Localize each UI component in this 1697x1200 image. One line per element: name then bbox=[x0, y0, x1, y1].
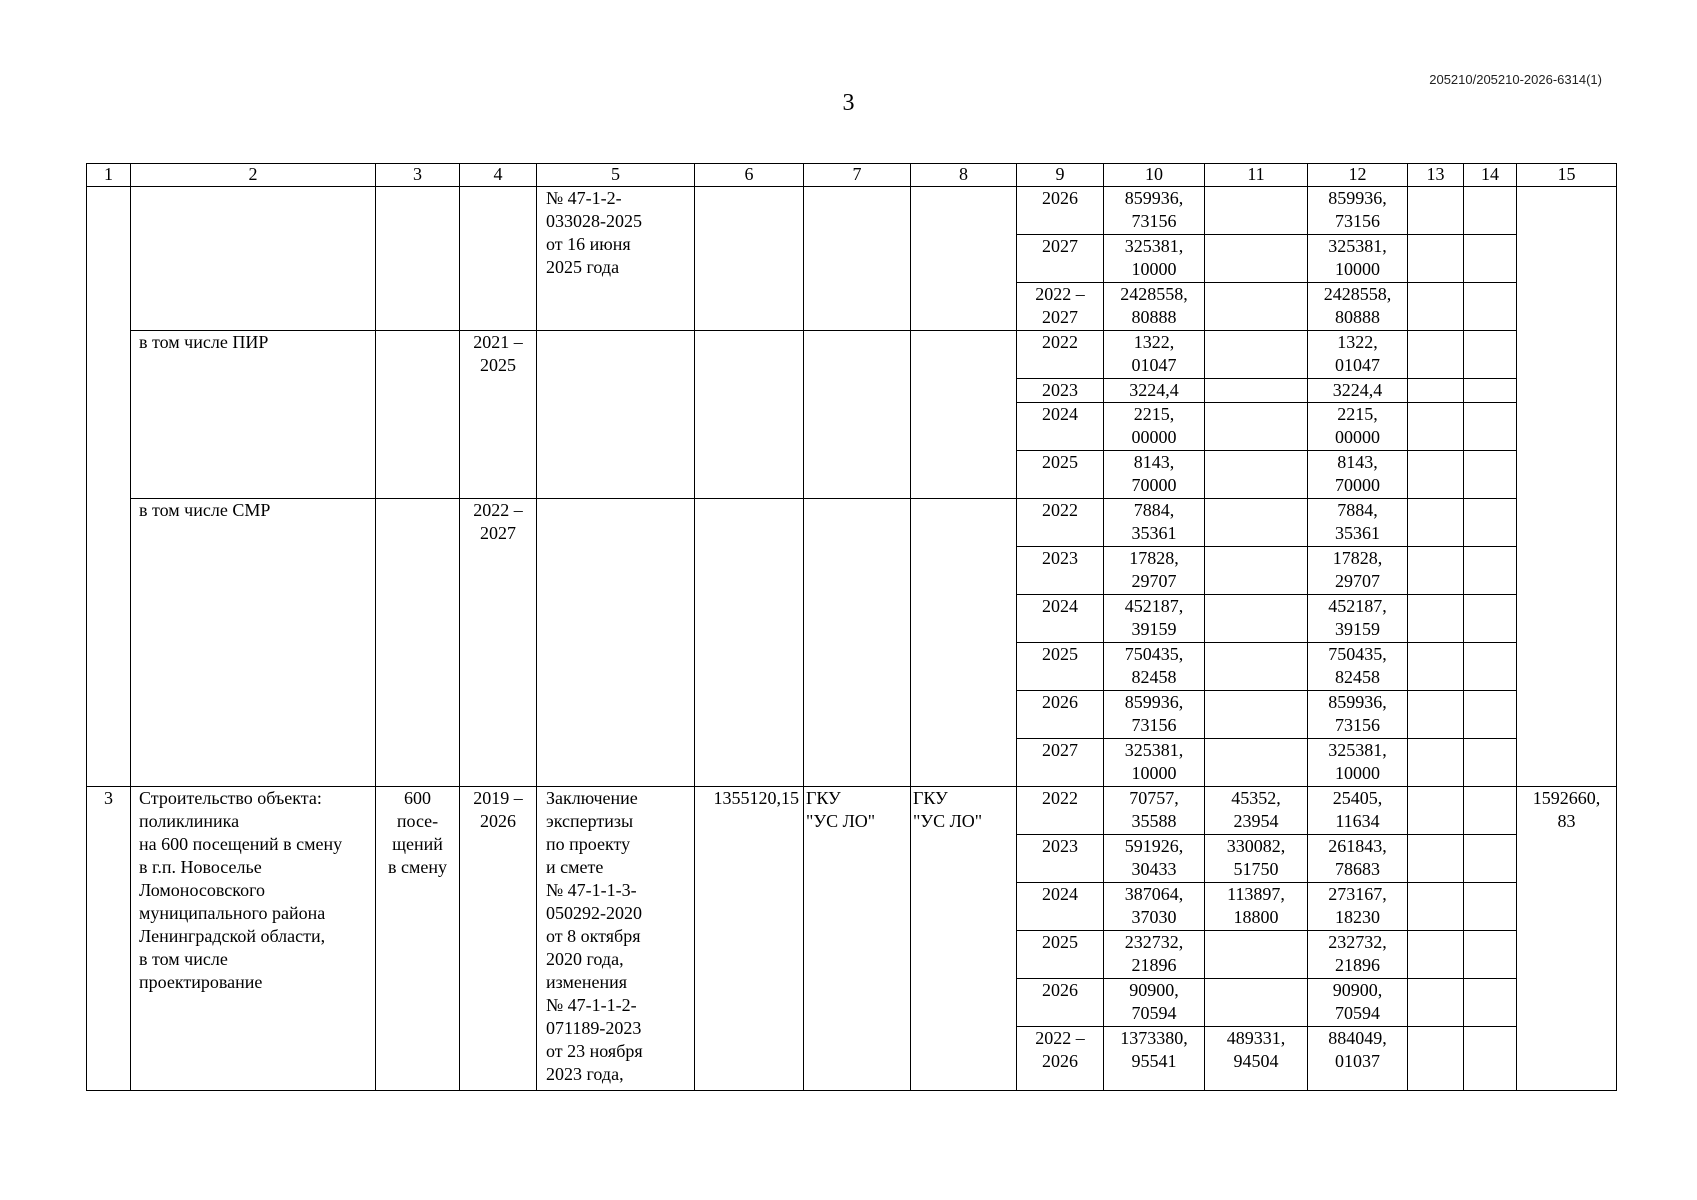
value-cell bbox=[1408, 499, 1464, 547]
value-cell: 591926, 30433 bbox=[1104, 835, 1205, 883]
value-cell: 70757, 35588 bbox=[1104, 787, 1205, 835]
row-number-cell bbox=[87, 187, 131, 787]
value-cell: 17828, 29707 bbox=[1308, 547, 1408, 595]
header-cell: 4 bbox=[460, 164, 537, 187]
page-number: 3 bbox=[842, 90, 855, 116]
year-cell: 2026 bbox=[1017, 187, 1104, 235]
value-cell bbox=[1205, 979, 1308, 1027]
value-cell: 325381, 10000 bbox=[1308, 739, 1408, 787]
object-capacity: 600 посе- щений в смену bbox=[376, 787, 460, 1091]
value-cell bbox=[1464, 283, 1517, 331]
value-cell bbox=[1205, 931, 1308, 979]
value-cell bbox=[1464, 787, 1517, 835]
value-cell: 45352, 23954 bbox=[1205, 787, 1308, 835]
table-header-row bbox=[87, 164, 1617, 187]
value-cell: 2215, 00000 bbox=[1308, 403, 1408, 451]
object-customer: ГКУ "УС ЛО" bbox=[804, 787, 911, 1091]
year-cell: 2026 bbox=[1017, 979, 1104, 1027]
smr-period: 2022 – 2027 bbox=[460, 499, 537, 787]
value-cell: 1322, 01047 bbox=[1308, 331, 1408, 379]
value-cell: 3224,4 bbox=[1104, 379, 1205, 403]
value-cell: 17828, 29707 bbox=[1104, 547, 1205, 595]
value-cell: 387064, 37030 bbox=[1104, 883, 1205, 931]
object-developer: ГКУ "УС ЛО" bbox=[911, 787, 1017, 1091]
value-cell bbox=[1408, 835, 1464, 883]
pir-label: в том числе ПИР bbox=[131, 331, 376, 499]
value-cell bbox=[1205, 739, 1308, 787]
capacity-cell bbox=[376, 187, 460, 331]
object-cost: 1355120,15 bbox=[695, 787, 804, 1091]
value-cell bbox=[1464, 835, 1517, 883]
value-cell bbox=[1205, 451, 1308, 499]
value-cell bbox=[1464, 187, 1517, 235]
value-cell: 325381, 10000 bbox=[1308, 235, 1408, 283]
value-cell bbox=[1408, 331, 1464, 379]
value-cell: 232732, 21896 bbox=[1104, 931, 1205, 979]
table-row bbox=[87, 187, 1617, 235]
header-cell: 5 bbox=[537, 164, 695, 187]
value-cell bbox=[1464, 403, 1517, 451]
value-cell bbox=[1464, 595, 1517, 643]
value-cell bbox=[1464, 331, 1517, 379]
year-cell: 2026 bbox=[1017, 691, 1104, 739]
value-cell bbox=[1205, 691, 1308, 739]
header-cell: 14 bbox=[1464, 164, 1517, 187]
header-cell: 1 bbox=[87, 164, 131, 187]
value-cell bbox=[1205, 331, 1308, 379]
value-cell bbox=[1408, 451, 1464, 499]
value-cell bbox=[1464, 235, 1517, 283]
value-cell: 232732, 21896 bbox=[1308, 931, 1408, 979]
value-cell: 90900, 70594 bbox=[1308, 979, 1408, 1027]
value-cell: 7884, 35361 bbox=[1104, 499, 1205, 547]
value-cell bbox=[1464, 883, 1517, 931]
value-cell bbox=[1205, 403, 1308, 451]
value-cell bbox=[1464, 1027, 1517, 1091]
year-cell: 2024 bbox=[1017, 883, 1104, 931]
header-cell: 7 bbox=[804, 164, 911, 187]
expertise-cell bbox=[537, 499, 695, 787]
value-cell bbox=[1464, 643, 1517, 691]
value-cell: 452187, 39159 bbox=[1308, 595, 1408, 643]
customer-cell bbox=[804, 499, 911, 787]
capacity-cell bbox=[376, 331, 460, 499]
value-cell bbox=[1408, 379, 1464, 403]
value-cell: 7884, 35361 bbox=[1308, 499, 1408, 547]
year-cell: 2027 bbox=[1017, 739, 1104, 787]
value-cell bbox=[1205, 283, 1308, 331]
period-cell bbox=[460, 187, 537, 331]
expertise-cell: № 47-1-2- 033028-2025 от 16 июня 2025 года bbox=[537, 187, 695, 331]
header-cell: 9 bbox=[1017, 164, 1104, 187]
value-cell: 330082, 51750 bbox=[1205, 835, 1308, 883]
value-cell bbox=[1408, 595, 1464, 643]
year-cell: 2024 bbox=[1017, 403, 1104, 451]
value-cell bbox=[1408, 1027, 1464, 1091]
row-number: 3 bbox=[87, 787, 131, 1091]
header-cell: 11 bbox=[1205, 164, 1308, 187]
value-cell: 325381, 10000 bbox=[1104, 235, 1205, 283]
document-id: 205210/205210-2026-6314(1) bbox=[1429, 72, 1602, 87]
header-cell: 13 bbox=[1408, 164, 1464, 187]
header-cell: 8 bbox=[911, 164, 1017, 187]
value-cell bbox=[1464, 931, 1517, 979]
developer-cell bbox=[911, 187, 1017, 331]
value-cell: 273167, 18230 bbox=[1308, 883, 1408, 931]
customer-cell bbox=[804, 331, 911, 499]
value-cell bbox=[1205, 643, 1308, 691]
value-cell bbox=[1205, 547, 1308, 595]
value-cell: 2215, 00000 bbox=[1104, 403, 1205, 451]
customer-cell bbox=[804, 187, 911, 331]
value-cell: 2428558, 80888 bbox=[1104, 283, 1205, 331]
table-row bbox=[87, 499, 1617, 547]
object-period: 2019 – 2026 bbox=[460, 787, 537, 1091]
year-cell: 2025 bbox=[1017, 931, 1104, 979]
value-cell bbox=[1464, 379, 1517, 403]
header-cell: 2 bbox=[131, 164, 376, 187]
object-name-cell bbox=[131, 187, 376, 331]
value-cell: 113897, 18800 bbox=[1205, 883, 1308, 931]
value-cell: 859936, 73156 bbox=[1308, 691, 1408, 739]
value-cell bbox=[1408, 235, 1464, 283]
value-cell: 1373380, 95541 bbox=[1104, 1027, 1205, 1091]
value-cell: 750435, 82458 bbox=[1308, 643, 1408, 691]
value-cell: 452187, 39159 bbox=[1104, 595, 1205, 643]
value-cell bbox=[1464, 499, 1517, 547]
cost-cell bbox=[695, 331, 804, 499]
value-cell: 3224,4 bbox=[1308, 379, 1408, 403]
value-cell: 859936, 73156 bbox=[1308, 187, 1408, 235]
developer-cell bbox=[911, 331, 1017, 499]
cost-cell bbox=[695, 187, 804, 331]
value-cell: 8143, 70000 bbox=[1308, 451, 1408, 499]
value-cell: 1322, 01047 bbox=[1104, 331, 1205, 379]
value-cell bbox=[1464, 547, 1517, 595]
year-cell: 2022 – 2026 bbox=[1017, 1027, 1104, 1091]
value-cell: 750435, 82458 bbox=[1104, 643, 1205, 691]
year-cell: 2024 bbox=[1017, 595, 1104, 643]
year-cell: 2023 bbox=[1017, 379, 1104, 403]
value-cell: 90900, 70594 bbox=[1104, 979, 1205, 1027]
year-cell: 2023 bbox=[1017, 547, 1104, 595]
object-name: Строительство объекта: поликлиника на 600 посещений в смену в г.п. Новоселье Ломоносовского муниципального района Ленинградской области, в том числе проектирование bbox=[131, 787, 376, 1091]
value-cell bbox=[1205, 499, 1308, 547]
year-cell: 2025 bbox=[1017, 643, 1104, 691]
value-cell bbox=[1464, 451, 1517, 499]
object-total: 1592660, 83 bbox=[1517, 787, 1617, 1091]
developer-cell bbox=[911, 499, 1017, 787]
value-cell bbox=[1464, 691, 1517, 739]
year-cell: 2023 bbox=[1017, 835, 1104, 883]
value-cell: 25405, 11634 bbox=[1308, 787, 1408, 835]
value-cell bbox=[1408, 739, 1464, 787]
header-cell: 3 bbox=[376, 164, 460, 187]
value-cell bbox=[1205, 235, 1308, 283]
value-cell: 489331, 94504 bbox=[1205, 1027, 1308, 1091]
value-cell bbox=[1464, 739, 1517, 787]
header-cell: 12 bbox=[1308, 164, 1408, 187]
financing-table bbox=[86, 163, 1617, 1091]
value-cell bbox=[1205, 595, 1308, 643]
expertise-cell bbox=[537, 331, 695, 499]
pir-period: 2021 – 2025 bbox=[460, 331, 537, 499]
value-cell bbox=[1408, 547, 1464, 595]
value-cell: 2428558, 80888 bbox=[1308, 283, 1408, 331]
value-cell: 859936, 73156 bbox=[1104, 691, 1205, 739]
value-cell bbox=[1408, 691, 1464, 739]
table-row bbox=[87, 787, 1617, 835]
value-cell bbox=[1408, 283, 1464, 331]
value-cell bbox=[1408, 931, 1464, 979]
value-cell bbox=[1408, 979, 1464, 1027]
object-expertise: Заключение экспертизы по проекту и смете № 47-1-1-3- 050292-2020 от 8 октября 2020 года, изменения № 47-1-1-2- 071189-2023 от 23 ноября 2023 года, bbox=[537, 787, 695, 1091]
table-row bbox=[87, 331, 1617, 379]
cost-cell bbox=[695, 499, 804, 787]
value-cell bbox=[1205, 187, 1308, 235]
value-cell bbox=[1408, 403, 1464, 451]
value-cell bbox=[1408, 643, 1464, 691]
value-cell bbox=[1205, 379, 1308, 403]
smr-label: в том числе СМР bbox=[131, 499, 376, 787]
year-cell: 2022 bbox=[1017, 787, 1104, 835]
value-cell bbox=[1408, 787, 1464, 835]
value-cell: 884049, 01037 bbox=[1308, 1027, 1408, 1091]
year-cell: 2022 bbox=[1017, 331, 1104, 379]
total-cell bbox=[1517, 187, 1617, 787]
value-cell: 325381, 10000 bbox=[1104, 739, 1205, 787]
value-cell bbox=[1408, 883, 1464, 931]
year-cell: 2027 bbox=[1017, 235, 1104, 283]
value-cell: 859936, 73156 bbox=[1104, 187, 1205, 235]
value-cell: 8143, 70000 bbox=[1104, 451, 1205, 499]
year-cell: 2022 – 2027 bbox=[1017, 283, 1104, 331]
header-cell: 15 bbox=[1517, 164, 1617, 187]
year-cell: 2022 bbox=[1017, 499, 1104, 547]
value-cell bbox=[1464, 979, 1517, 1027]
value-cell: 261843, 78683 bbox=[1308, 835, 1408, 883]
header-cell: 6 bbox=[695, 164, 804, 187]
year-cell: 2025 bbox=[1017, 451, 1104, 499]
value-cell bbox=[1408, 187, 1464, 235]
capacity-cell bbox=[376, 499, 460, 787]
header-cell: 10 bbox=[1104, 164, 1205, 187]
